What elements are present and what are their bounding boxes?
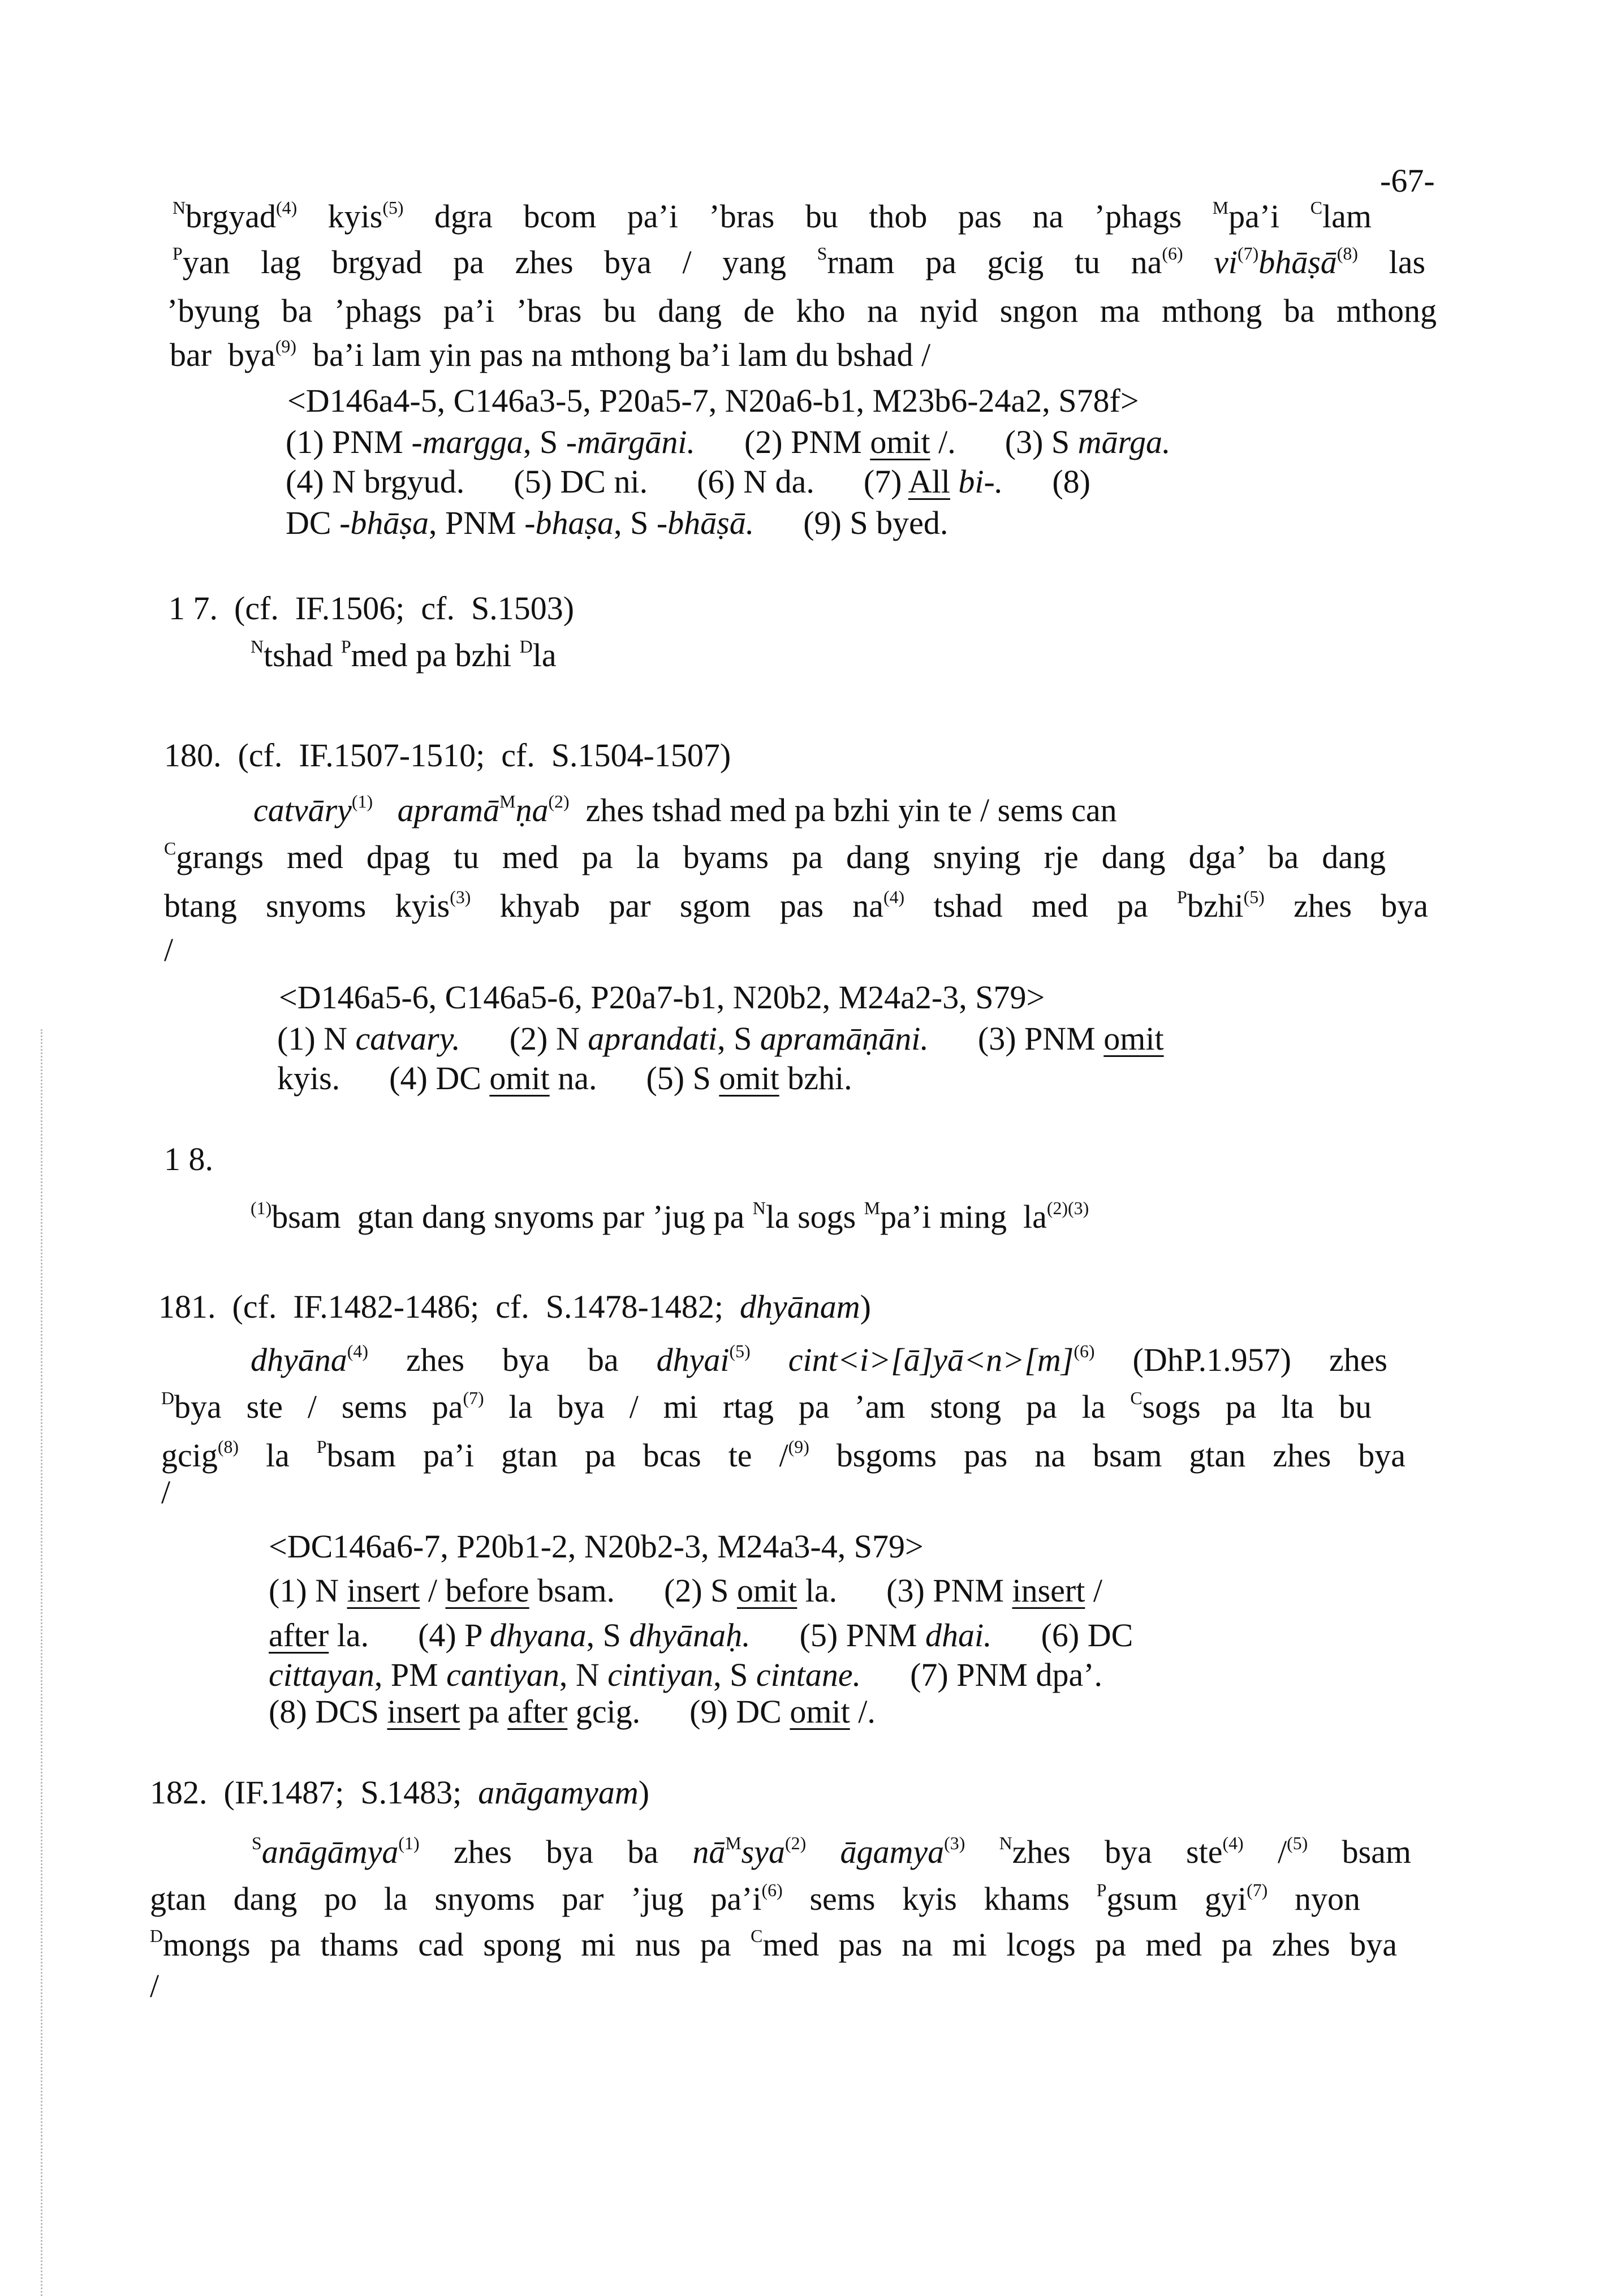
- body-line: [253, 788, 1117, 833]
- italic-term: āgamya: [840, 1833, 945, 1870]
- text-run: (5) PNM: [750, 1617, 925, 1654]
- underlined-term: All: [908, 463, 950, 500]
- italic-term: catvary.: [355, 1020, 460, 1057]
- superscript-mark: (2)(3): [1046, 1198, 1089, 1219]
- superscript-mark: (2): [785, 1833, 807, 1854]
- text-run: [751, 1341, 788, 1378]
- superscript-mark: (5): [1287, 1833, 1308, 1854]
- text-run: bzhi: [1187, 887, 1244, 924]
- source-citation: [279, 975, 1045, 1020]
- text-run: /: [1243, 1833, 1287, 1870]
- text-run: med pa bzhi: [351, 637, 520, 674]
- text-run: bsam pa’i gtan pa bcas te /: [326, 1437, 788, 1474]
- underlined-term: after: [269, 1617, 329, 1654]
- variant-note: [269, 1613, 1133, 1658]
- body-line: [161, 1433, 1406, 1478]
- variant-note: [269, 1568, 1102, 1613]
- text-run: bya ste / sems pa: [174, 1388, 463, 1425]
- text-run: dgra bcom pa’i ’bras bu thob pas na ’phags: [403, 198, 1213, 235]
- superscript-mark: (9): [275, 336, 296, 357]
- italic-term: -margga: [411, 424, 523, 460]
- superscript-mark: P: [1177, 887, 1187, 908]
- text-run: DC: [286, 504, 340, 541]
- superscript-mark: C: [1310, 198, 1323, 218]
- superscript-mark: (3): [944, 1833, 965, 1854]
- italic-term: -bhāṣa: [339, 504, 429, 541]
- italic-term: cintiyan: [607, 1656, 714, 1693]
- text-run: pa’i: [1228, 198, 1310, 235]
- body-line: [251, 633, 557, 678]
- superscript-mark: (8): [1337, 244, 1358, 264]
- text-run: brgyad: [186, 198, 277, 235]
- superscript-mark: (7): [1247, 1880, 1268, 1901]
- superscript-mark: (6): [1162, 244, 1183, 264]
- superscript-mark: (3): [450, 887, 471, 908]
- superscript-mark: P: [316, 1437, 327, 1457]
- text-run: zhes tshad med pa bzhi yin te / sems can: [569, 792, 1117, 828]
- section-heading: [169, 586, 574, 631]
- text-run: na. (5) S: [549, 1060, 719, 1097]
- text-run: btang snyoms kyis: [164, 887, 450, 924]
- text-run: [950, 463, 959, 500]
- text-run: la bya / mi rtag pa ’am stong pa la: [484, 1388, 1131, 1425]
- superscript-mark: M: [725, 1833, 741, 1854]
- superscript-mark: C: [1130, 1388, 1143, 1409]
- italic-term: catvāry: [253, 792, 352, 828]
- text-run: /: [420, 1572, 446, 1609]
- superscript-mark: M: [1212, 198, 1229, 218]
- text-run: (3) PNM: [928, 1020, 1104, 1057]
- text-run: pa’i ming la: [880, 1198, 1047, 1235]
- text-run: la. (3) PNM: [797, 1572, 1012, 1609]
- superscript-mark: (6): [1074, 1341, 1095, 1362]
- italic-term: -bhaṣa: [524, 504, 614, 541]
- text-run: zhes bya ba: [368, 1341, 657, 1378]
- text-run: 1 8.: [164, 1141, 213, 1177]
- text-run: med pas na mi lcogs pa med pa zhes bya: [762, 1926, 1398, 1963]
- underlined-term: omit: [1103, 1020, 1164, 1057]
- text-run: bsam. (2) S: [529, 1572, 737, 1609]
- italic-term: cantiyan: [446, 1656, 559, 1693]
- text-run: bsam: [1308, 1833, 1411, 1870]
- body-line: [150, 1876, 1360, 1922]
- text-run: pa: [460, 1693, 508, 1730]
- body-line: [173, 240, 1425, 285]
- text-run: (1) N: [269, 1572, 347, 1609]
- text-run: ): [638, 1774, 650, 1811]
- entry-heading: [158, 1284, 871, 1330]
- text-run: /: [161, 1474, 171, 1510]
- italic-term: cintane.: [756, 1656, 861, 1693]
- text-run: , S: [586, 1617, 630, 1654]
- underlined-term: insert: [387, 1693, 460, 1730]
- text-run: gcig. (9) DC: [567, 1693, 790, 1730]
- italic-term: -mārgāni.: [566, 424, 695, 460]
- text-run: bsgoms pas na bsam gtan zhes bya: [809, 1437, 1406, 1474]
- superscript-mark: (9): [788, 1437, 809, 1457]
- superscript-mark: (4): [883, 887, 905, 908]
- text-run: (7) PNM dpa’.: [861, 1656, 1103, 1693]
- text-run: /: [1085, 1572, 1102, 1609]
- superscript-mark: (1): [398, 1833, 420, 1854]
- text-run: (DhP.1.957) zhes: [1094, 1341, 1388, 1378]
- italic-term: bhāṣā: [1258, 244, 1337, 280]
- text-run: (4) N brgyud. (5) DC ni. (6) N da. (7): [286, 463, 908, 500]
- underlined-term: omit: [736, 1572, 797, 1609]
- text-run: 181. (cf. IF.1482-1486; cf. S.1478-1482;: [158, 1288, 740, 1325]
- body-line: [251, 1194, 1089, 1240]
- text-run: sogs pa lta bu: [1142, 1388, 1372, 1425]
- text-run: , PM: [374, 1656, 447, 1693]
- text-run: (2) PNM: [695, 424, 870, 460]
- text-run: grangs med dpag tu med pa la byams pa dang snying rje dang dga’ ba dang: [176, 839, 1386, 875]
- text-run: las: [1357, 244, 1426, 280]
- section-heading: [164, 1137, 213, 1182]
- italic-term: ṇa: [515, 792, 549, 828]
- text-run: 180. (cf. IF.1507-1510; cf. S.1504-1507): [164, 737, 731, 774]
- margin-scan-line: [41, 1029, 42, 2296]
- text-run: sems kyis khams: [782, 1880, 1097, 1917]
- variant-note: [286, 420, 1170, 465]
- italic-term: dhyāna: [251, 1341, 347, 1378]
- text-run: bsam gtan dang snyoms par ’jug pa: [271, 1198, 753, 1235]
- italic-term: dhyānam: [739, 1288, 860, 1325]
- superscript-mark: (4): [276, 198, 298, 218]
- variant-note: [277, 1016, 1164, 1061]
- text-run: , S: [523, 424, 566, 460]
- underlined-term: insert: [1012, 1572, 1085, 1609]
- text-run: kyis: [297, 198, 383, 235]
- variant-note: [286, 459, 1090, 504]
- superscript-mark: (2): [548, 792, 570, 812]
- text-run: /.: [850, 1693, 876, 1730]
- italic-term: dhyānaḥ.: [629, 1617, 751, 1654]
- text-run: [806, 1833, 840, 1870]
- body-line: [252, 1829, 1411, 1875]
- text-run: [373, 792, 398, 828]
- italic-term: anāgamyam: [478, 1774, 639, 1811]
- superscript-mark: N: [173, 198, 186, 218]
- text-run: ’byung ba ’phags pa’i ’bras bu dang de kho na nyid sngon ma mthong ba mthong: [167, 292, 1437, 329]
- text-run: zhes bya: [1264, 887, 1429, 924]
- text-run: mongs pa thams cad spong mi nus pa: [163, 1926, 751, 1963]
- superscript-mark: P: [173, 244, 183, 264]
- superscript-mark: (5): [729, 1341, 751, 1362]
- underlined-term: before: [445, 1572, 529, 1609]
- body-line: [150, 1963, 159, 2009]
- text-run: [1183, 244, 1214, 280]
- text-run: (9) S byed.: [754, 504, 949, 541]
- text-run: (1) N: [277, 1020, 356, 1057]
- body-line: [164, 927, 173, 973]
- italic-term: -bhāṣā.: [656, 504, 755, 541]
- superscript-mark: S: [252, 1833, 262, 1854]
- superscript-mark: (4): [1222, 1833, 1244, 1854]
- text-run: /: [150, 1967, 159, 2004]
- text-run: (6) DC: [991, 1617, 1133, 1654]
- superscript-mark: S: [817, 244, 827, 264]
- italic-term: cint<i>[ā]yā<n>[m]: [788, 1341, 1074, 1378]
- text-run: [965, 1833, 999, 1870]
- text-run: gcig: [161, 1437, 218, 1474]
- italic-term: apramāṇāni.: [760, 1020, 929, 1057]
- italic-term: dhai.: [925, 1617, 992, 1654]
- body-line: [251, 1337, 1387, 1383]
- superscript-mark: (1): [351, 792, 373, 812]
- superscript-mark: N: [251, 637, 264, 657]
- superscript-mark: P: [1096, 1880, 1107, 1901]
- superscript-mark: D: [519, 637, 533, 657]
- body-line: [161, 1384, 1372, 1430]
- text-run: la. (4) P: [329, 1617, 490, 1654]
- variant-note: [269, 1689, 876, 1734]
- superscript-mark: (6): [761, 1880, 783, 1901]
- underlined-term: omit: [719, 1060, 779, 1097]
- text-run: tshad: [264, 637, 341, 674]
- body-line: [170, 333, 930, 378]
- superscript-mark: P: [340, 637, 351, 657]
- superscript-mark: D: [161, 1388, 175, 1409]
- text-run: <D146a4-5, C146a3-5, P20a5-7, N20a6-b1, M23b6-24a2, S78f>: [287, 382, 1139, 419]
- text-run: nyon: [1268, 1880, 1361, 1917]
- text-run: , S: [717, 1020, 760, 1057]
- text-run: 182. (IF.1487; S.1483;: [150, 1774, 478, 1811]
- entry-heading: [150, 1770, 649, 1815]
- text-run: <DC146a6-7, P20b1-2, N20b2-3, M24a3-4, S79>: [269, 1528, 924, 1565]
- text-run: lam: [1322, 198, 1372, 235]
- text-run: ): [860, 1288, 871, 1325]
- superscript-mark: C: [751, 1926, 763, 1947]
- superscript-mark: (7): [1238, 244, 1259, 264]
- underlined-term: insert: [347, 1572, 420, 1609]
- text-run: rnam pa gcig tu na: [827, 244, 1162, 280]
- body-line: [164, 883, 1428, 929]
- italic-term: sya: [741, 1833, 785, 1870]
- superscript-mark: (1): [251, 1198, 272, 1219]
- text-run: (8): [1003, 463, 1090, 500]
- source-citation: [287, 378, 1139, 424]
- superscript-mark: (5): [382, 198, 404, 218]
- italic-term: aprandati: [588, 1020, 718, 1057]
- superscript-mark: (5): [1243, 887, 1265, 908]
- text-run: , S: [713, 1656, 756, 1693]
- text-run: , PNM: [428, 504, 525, 541]
- text-run: zhes bya ba: [419, 1833, 693, 1870]
- text-run: gsum gyi: [1106, 1880, 1247, 1917]
- text-run: yan lag brgyad pa zhes bya / yang: [182, 244, 817, 280]
- page-number: -67-: [1380, 162, 1435, 199]
- text-run: ba’i lam yin pas na mthong ba’i lam du bshad /: [296, 336, 931, 373]
- underlined-term: after: [507, 1693, 568, 1730]
- text-run: <D146a5-6, C146a5-6, P20a7-b1, N20b2, M24a2-3, S79>: [279, 979, 1045, 1016]
- italic-term: cittayan: [269, 1656, 374, 1693]
- text-run: /: [164, 931, 174, 968]
- superscript-mark: N: [752, 1198, 766, 1219]
- italic-term: apramā: [397, 792, 500, 828]
- text-run: bar bya: [170, 336, 275, 373]
- text-run: bzhi.: [779, 1060, 852, 1097]
- text-run: zhes bya ste: [1012, 1833, 1223, 1870]
- text-run: (1) PNM: [286, 424, 412, 460]
- superscript-mark: (4): [347, 1341, 368, 1362]
- superscript-mark: (8): [217, 1437, 239, 1457]
- underlined-term: omit: [870, 424, 930, 460]
- text-run: , S: [614, 504, 657, 541]
- superscript-mark: M: [499, 792, 516, 812]
- superscript-mark: N: [999, 1833, 1012, 1854]
- text-run: (8) DCS: [269, 1693, 387, 1730]
- text-run: /. (3) S: [930, 424, 1078, 460]
- italic-term: nā: [692, 1833, 726, 1870]
- variant-note: [286, 500, 948, 546]
- underlined-term: omit: [790, 1693, 850, 1730]
- text-run: , N: [559, 1656, 608, 1693]
- text-run: la: [239, 1437, 317, 1474]
- italic-term: dhyana: [489, 1617, 587, 1654]
- superscript-mark: M: [864, 1198, 881, 1219]
- text-run: la sogs: [765, 1198, 864, 1235]
- text-run: khyab par sgom pas na: [471, 887, 883, 924]
- body-line: [167, 288, 1437, 334]
- text-run: 1 7. (cf. IF.1506; cf. S.1503): [169, 590, 575, 627]
- entry-heading: [164, 733, 731, 778]
- italic-term: anāgāmya: [261, 1833, 399, 1870]
- superscript-mark: C: [164, 839, 176, 859]
- body-line: [161, 1470, 170, 1515]
- underlined-term: omit: [489, 1060, 550, 1097]
- text-run: (2) N: [460, 1020, 588, 1057]
- text-run: gtan dang po la snyoms par ’jug pa’i: [150, 1880, 762, 1917]
- body-line: [173, 194, 1372, 239]
- text-run: kyis. (4) DC: [277, 1060, 490, 1097]
- text-run: la: [532, 637, 557, 674]
- superscript-mark: (7): [463, 1388, 484, 1409]
- variant-note: [277, 1056, 852, 1101]
- italic-term: mārga.: [1077, 424, 1171, 460]
- text-run: tshad med pa: [904, 887, 1177, 924]
- body-line: [164, 835, 1386, 880]
- italic-term: vi: [1214, 244, 1238, 280]
- italic-term: dhyai: [656, 1341, 730, 1378]
- italic-term: bi-.: [958, 463, 1003, 500]
- body-line: [150, 1922, 1397, 1967]
- source-citation: [269, 1524, 924, 1569]
- superscript-mark: D: [150, 1926, 163, 1947]
